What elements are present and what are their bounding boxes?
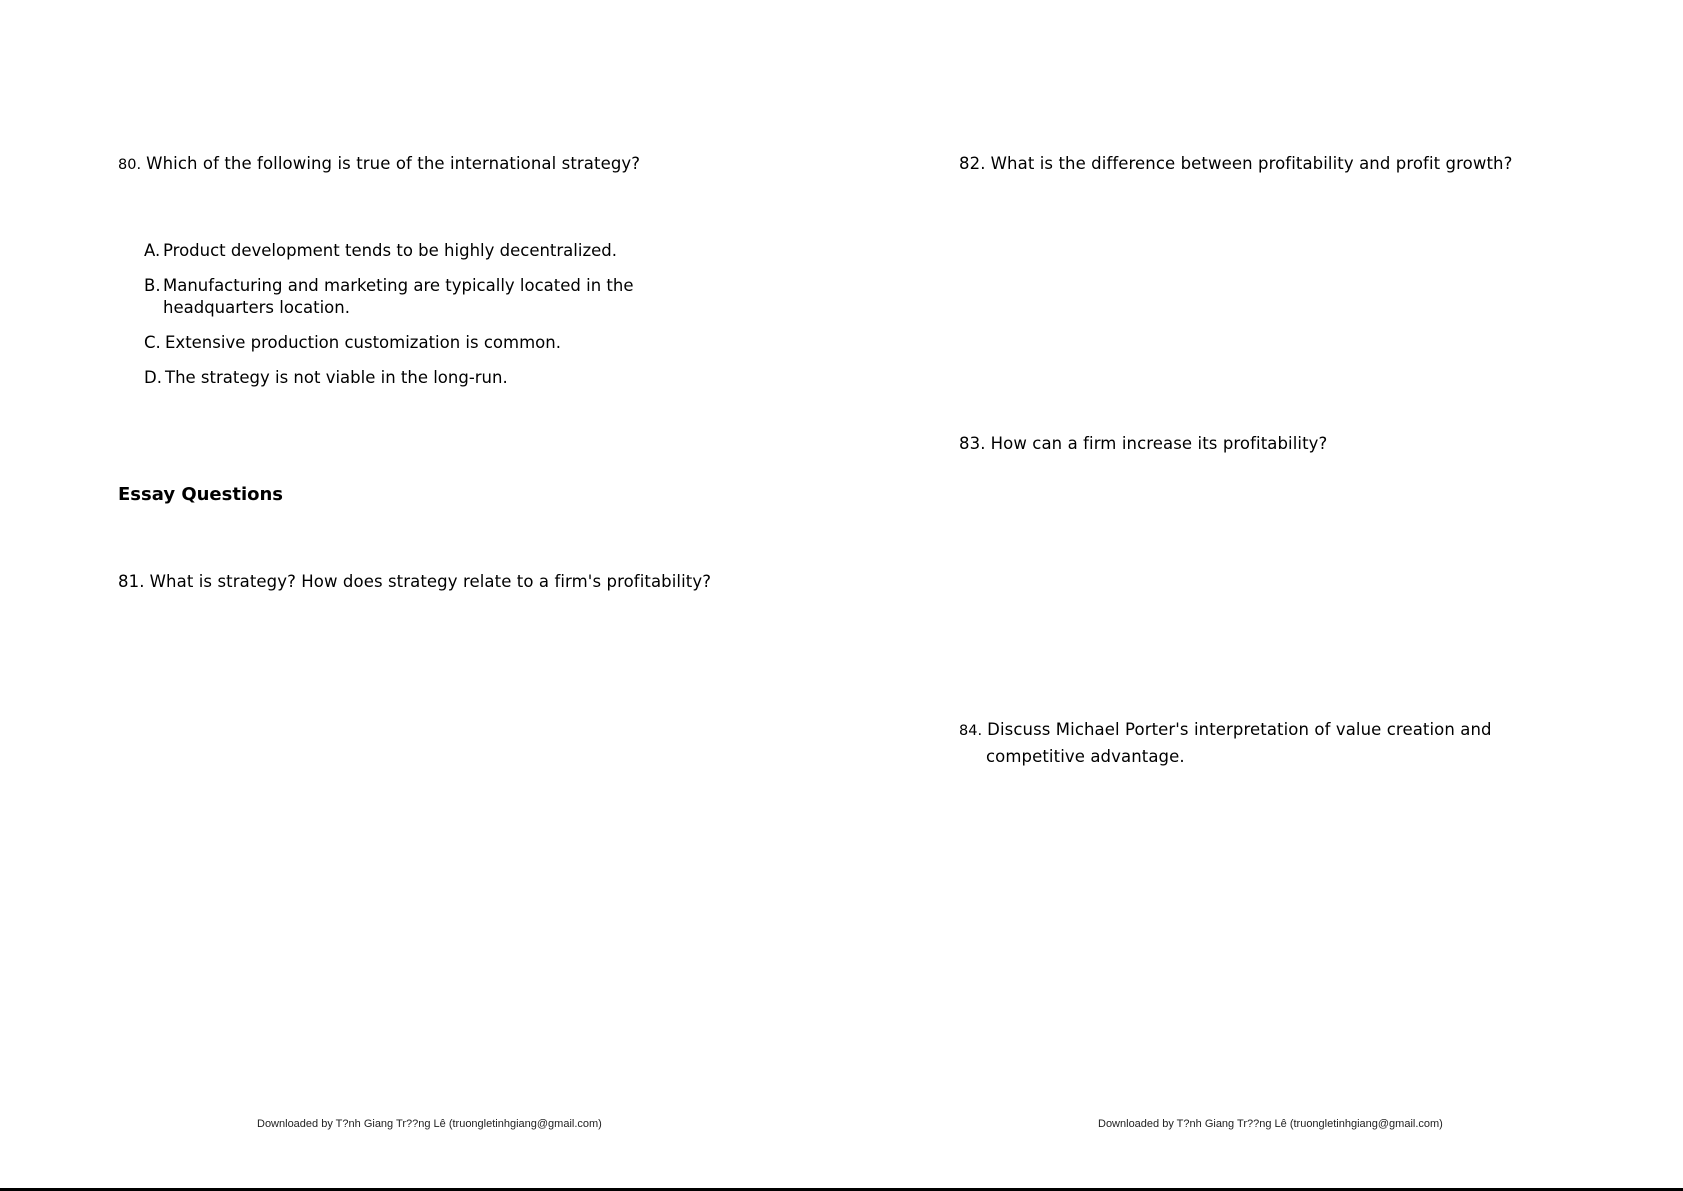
option-80-a-text: Product development tends to be highly decentralized. [163,241,617,260]
question-80-text: Which of the following is true of the international strategy? [146,154,641,173]
option-80-d-text: The strategy is not viable in the long-run. [165,368,508,387]
section-heading-essay: Essay Questions [118,484,284,505]
right-page-footer: Downloaded by T?nh Giang Tr??ng Lê (truongletinhgiang@gmail.com) [1098,1118,1443,1130]
question-82 [959,154,1512,173]
question-81-text: What is strategy? How does strategy relate to a firm's profitability? [149,572,712,591]
option-80-a-letter: A. [144,241,161,260]
option-80-b-letter: B. [144,276,161,295]
option-80-c-text: Extensive production customization is common. [165,333,561,352]
question-83-text: How can a firm increase its profitability? [990,434,1328,453]
left-page-footer: Downloaded by T?nh Giang Tr??ng Lê (truongletinhgiang@gmail.com) [257,1118,602,1130]
question-84-text-line2: competitive advantage. [986,747,1185,766]
question-84-text-line1: Discuss Michael Porter's interpretation of value creation and [987,720,1492,739]
question-84-number: 84. [959,723,983,739]
option-80-c-letter: C. [144,333,161,352]
question-80 [118,154,640,173]
question-81-number: 81. [118,572,145,591]
question-83-number: 83. [959,434,986,453]
question-80-number: 80. [118,157,142,173]
question-83 [959,434,1327,453]
question-82-number: 82. [959,154,986,173]
question-82-text: What is the difference between profitability and profit growth? [990,154,1513,173]
option-80-b-text: Manufacturing and marketing are typically located in the headquarters location. [163,276,634,317]
option-80-d-letter: D. [144,368,162,387]
question-84 [959,720,1492,739]
question-81 [118,572,711,591]
